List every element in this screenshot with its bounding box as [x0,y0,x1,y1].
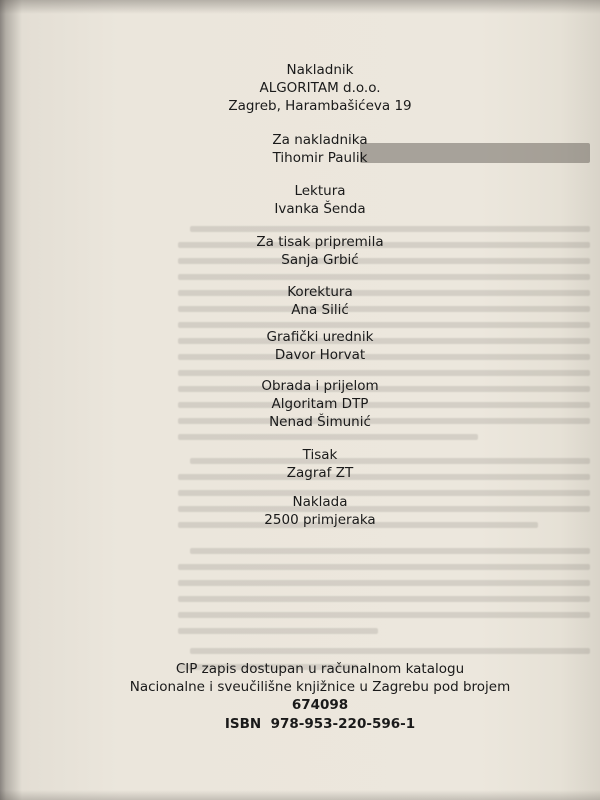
print-prep-name: Sanja Grbić [281,252,359,268]
typesetting-label: Obrada i prijelom [261,378,379,394]
correction-block [120,283,520,319]
graphic-editor-name: Davor Horvat [274,347,366,363]
typesetting-name: Nenad Šimunić [269,414,371,430]
cip-number: 674098 [291,697,349,713]
graphic-editor-label: Grafički urednik [266,329,374,345]
correction-label: Korektura [287,284,353,300]
publisher-address: Zagreb, Harambašićeva 19 [228,98,412,114]
edition-block [120,493,520,529]
cip-line-2: Nacionalne i sveučilišne knjižnice u Zagrebu pod brojem [129,679,511,695]
page-bottom-shadow [0,790,600,800]
edition-label: Naklada [292,494,348,510]
correction-name: Ana Silić [291,302,349,318]
print-prep-label: Za tisak pripremila [256,234,384,250]
printing-label: Tisak [302,447,338,463]
typesetting-block [120,377,520,431]
cip-line-1: CIP zapis dostupan u računalnom katalogu [175,661,465,677]
proofreading-block [120,182,520,218]
isbn: ISBN 978-953-220-596-1 [224,716,416,732]
typesetting-company: Algoritam DTP [271,396,369,412]
printing-name: Zagraf ZT [286,465,354,481]
publisher-label: Nakladnik [286,62,354,78]
print-prep-block [120,233,520,269]
for-publisher-label: Za nakladnika [272,132,368,148]
publisher-block [120,61,520,115]
publisher-name: ALGORITAM d.o.o. [259,80,381,96]
page-top-shadow [0,0,600,14]
proofreading-label: Lektura [294,183,346,199]
proofreading-name: Ivanka Šenda [274,201,366,217]
cip-block [80,660,560,714]
graphic-editor-block [120,328,520,364]
for-publisher-block [120,131,520,167]
edition-count: 2500 primjeraka [264,512,376,528]
printing-block [120,446,520,482]
isbn-block [120,715,520,733]
for-publisher-name: Tihomir Paulik [272,150,368,166]
